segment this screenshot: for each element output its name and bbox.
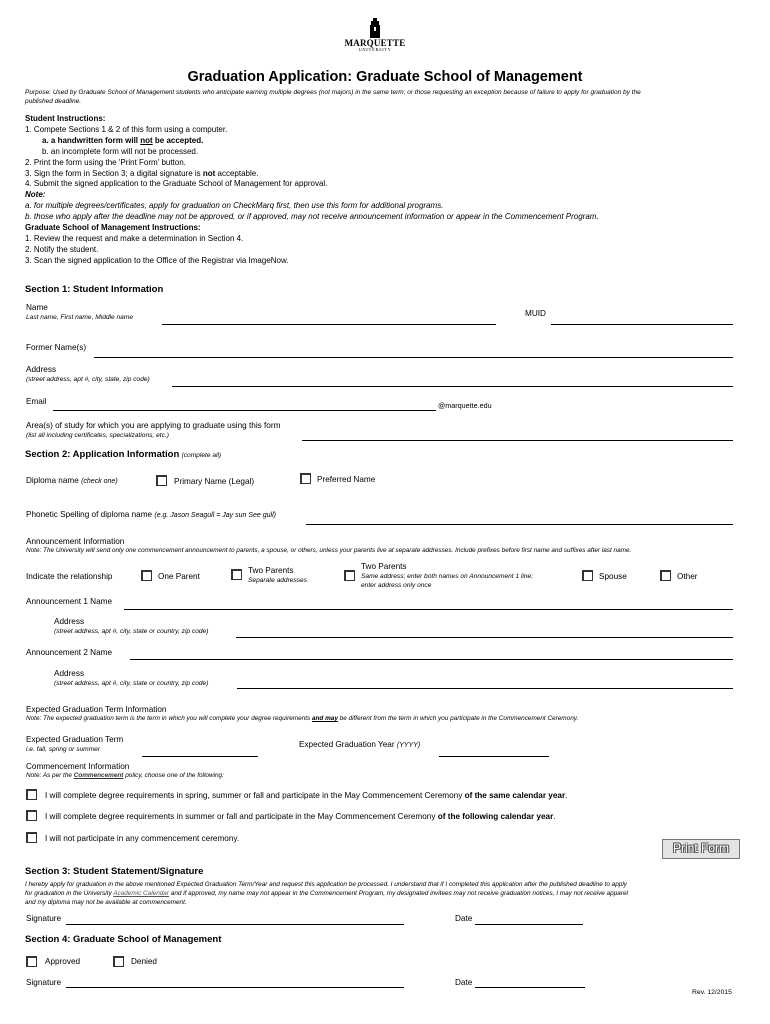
- commencement-note-post: policy, choose one of the following:: [123, 772, 224, 779]
- announcement-2-address-hint: (street address, apt #, city, state or country, zip code): [54, 680, 209, 687]
- email-label: Email: [26, 397, 47, 406]
- revision-label: Rev. 12/2015: [692, 989, 732, 996]
- spouse-label: Spouse: [599, 572, 627, 581]
- two-parents-same-label: Two Parents: [361, 562, 407, 571]
- option-1-bold: of the same calendar year: [464, 791, 566, 800]
- student-signature-field[interactable]: [66, 924, 404, 925]
- announcement-1-address-label: Address: [54, 617, 85, 626]
- instruction-1a-not: not: [140, 135, 153, 145]
- note-b: b. those who apply after the deadline may not be approved, or if approved, may not receive announcement information or appear in the Commencement Program.: [25, 212, 599, 222]
- instruction-3-post: acceptable.: [215, 168, 259, 178]
- instruction-3-pre: 3. Sign the form in Section 3; a digital signature is: [25, 168, 203, 178]
- section-2-title: Section 2: Application Information: [25, 449, 180, 460]
- phonetic-field[interactable]: [306, 524, 733, 525]
- diploma-label-text: Diploma name: [26, 476, 79, 485]
- instruction-1a-post: be accepted.: [152, 135, 204, 145]
- logo-text: MARQUETTE: [344, 38, 406, 48]
- term-heading: Expected Graduation Term Information: [26, 705, 167, 714]
- commencement-option-2-label: [45, 812, 556, 821]
- commencement-note-pre: Note: As per the: [26, 772, 74, 779]
- commencement-policy-link[interactable]: Commencement: [73, 772, 124, 779]
- muid-label: MUID: [525, 309, 546, 318]
- commencement-note: [26, 772, 224, 779]
- two-parents-same-hint-2: enter address only once: [361, 582, 432, 589]
- preferred-name-checkbox[interactable]: [300, 473, 311, 484]
- graduation-term-hint: i.e. fall, spring or summer: [26, 746, 101, 753]
- commencement-option-3-label: I will not participate in any commencement ceremony.: [45, 834, 240, 843]
- instruction-1: 1. Compete Sections 1 & 2 of this form using a computer.: [25, 124, 228, 134]
- statement-line-2: [25, 890, 628, 897]
- announcement-2-name-label: Announcement 2 Name: [26, 648, 113, 657]
- announcement-1-address-hint: (street address, apt #, city, state or country, zip code): [54, 628, 209, 635]
- commencement-option-2-checkbox[interactable]: [26, 810, 37, 821]
- areas-of-study-field[interactable]: [302, 440, 733, 441]
- announcement-1-name-label: Announcement 1 Name: [26, 597, 113, 606]
- phonetic-label: [26, 510, 276, 519]
- areas-of-study-label: Area(s) of study for which you are applying to graduate using this form: [26, 421, 281, 430]
- spouse-checkbox[interactable]: [582, 570, 593, 581]
- two-parents-separate-label: Two Parents: [248, 566, 294, 575]
- option-2-bold: of the following calendar year: [437, 812, 554, 821]
- statement-line-1: I hereby apply for graduation in the above mentioned Expected Graduation Term/Year and request this application be processed. I understand that if I completed this application after the published deadline to apply: [25, 881, 627, 888]
- announcement-note: Note: The University will send only one commencement announcement to parents, a spouse, or others, unless your parents live at separate addresses. Include prefixes before first name and suffixes after last name.: [26, 547, 632, 554]
- two-parents-separate-checkbox[interactable]: [231, 569, 242, 580]
- email-suffix: @marquette.edu: [438, 401, 492, 410]
- two-parents-same-checkbox[interactable]: [344, 570, 355, 581]
- diploma-name-label: [26, 476, 118, 485]
- section-3-heading: Section 3: Student Statement/Signature: [25, 866, 204, 877]
- graduation-year-hint: (YYYY): [396, 742, 421, 749]
- phonetic-hint: (e.g. Jason Seagull = Jay sun See gull): [154, 512, 276, 519]
- graduation-year-text: Expected Graduation Year: [299, 740, 395, 749]
- primary-name-label: Primary Name (Legal): [174, 477, 255, 486]
- student-date-field[interactable]: [475, 924, 583, 925]
- commencement-option-1-label: [45, 791, 567, 800]
- relationship-label: Indicate the relationship: [26, 572, 113, 581]
- announcement-1-address-field[interactable]: [236, 637, 733, 638]
- gsm-signature-label: Signature: [26, 978, 62, 987]
- instruction-1a: [25, 136, 599, 147]
- gsm-instructions-heading: Graduate School of Management Instructions:: [25, 223, 201, 233]
- section-1-heading: Section 1: Student Information: [25, 284, 164, 295]
- name-field[interactable]: [162, 324, 496, 325]
- option-1-post: .: [565, 791, 568, 800]
- areas-of-study-hint: (list all including certificates, specializations, etc.): [26, 432, 169, 439]
- muid-field[interactable]: [551, 324, 733, 325]
- commencement-heading: Commencement Information: [26, 762, 130, 771]
- gsm-instruction-3: 3. Scan the signed application to the Office of the Registrar via ImageNow.: [25, 255, 289, 265]
- note-a: a. for multiple degrees/certificates, apply for graduation on CheckMarq first, then use this form for additional programs.: [25, 201, 444, 211]
- print-form-button[interactable]: Print Form: [662, 839, 740, 859]
- section-4-heading: Section 4: Graduate School of Management: [25, 934, 222, 945]
- term-note-post: be different from the term in which you participate in the Commencement Ceremony.: [337, 715, 579, 722]
- denied-checkbox[interactable]: [113, 956, 124, 967]
- instructions: [25, 114, 599, 267]
- announcement-1-name-field[interactable]: [124, 609, 733, 610]
- two-parents-separate-hint: Separate addresses: [248, 577, 308, 584]
- statement-line-3: and my diploma may not be available at commencement.: [25, 899, 187, 906]
- one-parent-checkbox[interactable]: [141, 570, 152, 581]
- option-1-pre: I will complete degree requirements in spring, summer or fall and participate in the May Commencement Ceremony: [45, 791, 465, 800]
- section-2-hint: (complete all): [181, 452, 222, 459]
- purpose-line-2: published deadline.: [25, 98, 82, 105]
- name-hint: Last name, First name, Middle name: [26, 314, 134, 321]
- preferred-name-label: Preferred Name: [317, 475, 376, 484]
- graduation-term-field[interactable]: [142, 756, 258, 757]
- student-date-label: Date: [455, 914, 473, 923]
- instruction-2: 2. Print the form using the 'Print Form' button.: [25, 157, 186, 167]
- approved-label: Approved: [45, 957, 81, 966]
- note-heading: Note:: [25, 190, 46, 200]
- gsm-date-field[interactable]: [475, 987, 585, 988]
- graduation-term-label: Expected Graduation Term: [26, 735, 124, 744]
- announcement-2-address-label: Address: [54, 669, 85, 678]
- announcement-2-name-field[interactable]: [130, 659, 733, 660]
- tower-logo-icon: [368, 18, 382, 38]
- instruction-3: [25, 169, 599, 180]
- email-field[interactable]: [53, 410, 436, 411]
- announcement-heading: Announcement Information: [26, 537, 125, 546]
- gsm-signature-field[interactable]: [66, 987, 404, 988]
- address-label: Address: [26, 365, 57, 374]
- term-note-pre: Note: The expected graduation term is the term in which you will complete your degree requirements: [26, 715, 312, 722]
- primary-name-checkbox[interactable]: [156, 475, 167, 486]
- commencement-option-1-checkbox[interactable]: [26, 789, 37, 800]
- marquette-logo: [340, 18, 410, 62]
- student-signature-label: Signature: [26, 914, 62, 923]
- gsm-instruction-1: 1. Review the request and make a determination in Section 4.: [25, 233, 244, 243]
- one-parent-label: One Parent: [158, 572, 200, 581]
- phonetic-label-text: Phonetic Spelling of diploma name: [26, 510, 153, 519]
- former-name-field[interactable]: [94, 357, 733, 358]
- option-2-post: .: [553, 812, 556, 821]
- former-name-label: Former Name(s): [26, 343, 87, 352]
- term-note: [26, 715, 578, 722]
- instruction-3-not: not: [202, 168, 216, 178]
- graduation-year-label: [299, 740, 420, 749]
- student-instructions-heading: Student Instructions:: [25, 114, 106, 123]
- instruction-1b: b. an incomplete form will not be processed.: [42, 146, 199, 156]
- other-checkbox[interactable]: [660, 570, 671, 581]
- gsm-date-label: Date: [455, 978, 473, 987]
- section-2-heading: [25, 449, 221, 460]
- instruction-1a-pre: a. a handwritten form will: [42, 135, 141, 145]
- page-title: Graduation Application: Graduate School of Management: [187, 69, 583, 85]
- term-note-bold: and may: [311, 715, 338, 722]
- announcement-2-address-field[interactable]: [237, 688, 733, 689]
- commencement-option-3-checkbox[interactable]: [26, 832, 37, 843]
- address-field[interactable]: [172, 386, 733, 387]
- gsm-instruction-2: 2. Notify the student.: [25, 244, 99, 254]
- statement-2-pre: for graduation in the University: [25, 890, 114, 897]
- logo-subtext: UNIVERSITY: [358, 47, 392, 52]
- name-label: Name: [26, 303, 48, 312]
- two-parents-same-hint-1: Same address; enter both names on Announcement 1 line;: [361, 573, 534, 580]
- purpose-line-1: Purpose: Used by Graduate School of Management students who anticipate earning multiple degrees (not majors) in the same term; or those requesting an exception because of failure to apply for graduation by the: [25, 89, 641, 96]
- other-label: Other: [677, 572, 698, 581]
- graduation-year-field[interactable]: [439, 756, 549, 757]
- address-hint: (street address, apt #, city, state, zip code): [26, 376, 150, 383]
- option-2-pre: I will complete degree requirements in summer or fall and participate in the May Commencement Ceremony: [45, 812, 438, 821]
- instruction-4: 4. Submit the signed application to the Graduate School of Management for approval.: [25, 179, 328, 189]
- approved-checkbox[interactable]: [26, 956, 37, 967]
- denied-label: Denied: [131, 957, 157, 966]
- diploma-hint: (check one): [81, 478, 118, 485]
- statement-2-post: and if approved, my name may not appear in the Commencement Program, my designated invitees may not receive graduation notices, I may not receive apparel: [169, 890, 628, 897]
- academic-calendar-link[interactable]: Academic Calendar: [113, 890, 169, 897]
